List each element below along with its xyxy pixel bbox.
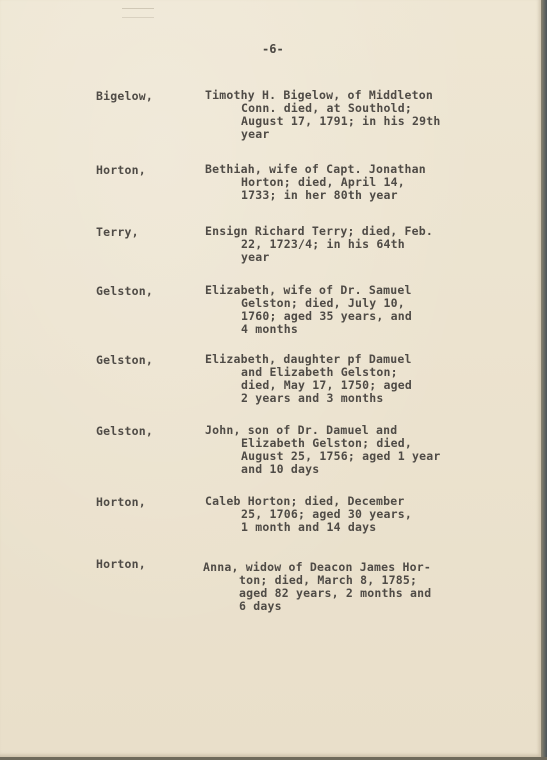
entry-line: 1 month and 14 days xyxy=(241,520,377,534)
entry-surname: Gelston, xyxy=(96,353,153,367)
entry-text xyxy=(205,225,433,264)
entry-line: aged 82 years, 2 months and xyxy=(239,586,432,600)
entry-line: 22, 1723/4; in his 64th xyxy=(241,237,405,251)
entry-surname: Horton, xyxy=(96,163,146,177)
entry-line: Bethiah, wife of Capt. Jonathan xyxy=(205,162,426,176)
entry-line: Elizabeth, wife of Dr. Samuel xyxy=(205,283,412,297)
entry-line: 4 months xyxy=(241,322,298,336)
entry-line: ton; died, March 8, 1785; xyxy=(239,573,418,587)
entry-line: Gelston; died, July 10, xyxy=(241,296,405,310)
entry-line: August 17, 1791; in his 29th xyxy=(241,114,441,128)
tape-mark xyxy=(122,8,154,18)
entry-line: 1733; in her 80th year xyxy=(241,188,398,202)
entry-text xyxy=(205,353,412,405)
entry-line: 25, 1706; aged 30 years, xyxy=(241,507,412,521)
entry-text xyxy=(205,284,412,336)
entry-line: Timothy H. Bigelow, of Middleton xyxy=(205,88,433,102)
entry-surname: Gelston, xyxy=(96,424,153,438)
entry-line: Elizabeth Gelston; died, xyxy=(241,436,412,450)
entry-surname: Horton, xyxy=(96,557,146,571)
entry-surname: Horton, xyxy=(96,495,146,509)
entry-line: August 25, 1756; aged 1 year xyxy=(241,449,441,463)
entry-text xyxy=(203,561,431,613)
entry-line: 2 years and 3 months xyxy=(241,391,384,405)
entry-surname: Bigelow, xyxy=(96,89,153,103)
entry-line: Horton; died, April 14, xyxy=(241,175,405,189)
entry-line: Anna, widow of Deacon James Hor- xyxy=(203,560,431,574)
entry-line: year xyxy=(241,250,270,264)
entry-line: Elizabeth, daughter pf Damuel xyxy=(205,352,412,366)
entry-line: died, May 17, 1750; aged xyxy=(241,378,412,392)
entry-line: 6 days xyxy=(239,599,282,613)
entry-surname: Gelston, xyxy=(96,284,153,298)
entry-line: and Elizabeth Gelston; xyxy=(241,365,398,379)
entry-line: Ensign Richard Terry; died, Feb. xyxy=(205,224,433,238)
entry-text xyxy=(205,89,440,141)
page-edge-right xyxy=(541,0,547,760)
entry-line: 1760; aged 35 years, and xyxy=(241,309,412,323)
entry-line: Caleb Horton; died, December xyxy=(205,494,405,508)
entry-line: and 10 days xyxy=(241,462,320,476)
entry-line: John, son of Dr. Damuel and xyxy=(205,423,398,437)
entry-line: year xyxy=(241,127,270,141)
page-number: -6- xyxy=(262,42,284,56)
entry-line: Conn. died, at Southold; xyxy=(241,101,412,115)
entry-text xyxy=(205,163,426,202)
entry-surname: Terry, xyxy=(96,225,139,239)
entry-text xyxy=(205,495,412,534)
entry-text xyxy=(205,424,440,476)
